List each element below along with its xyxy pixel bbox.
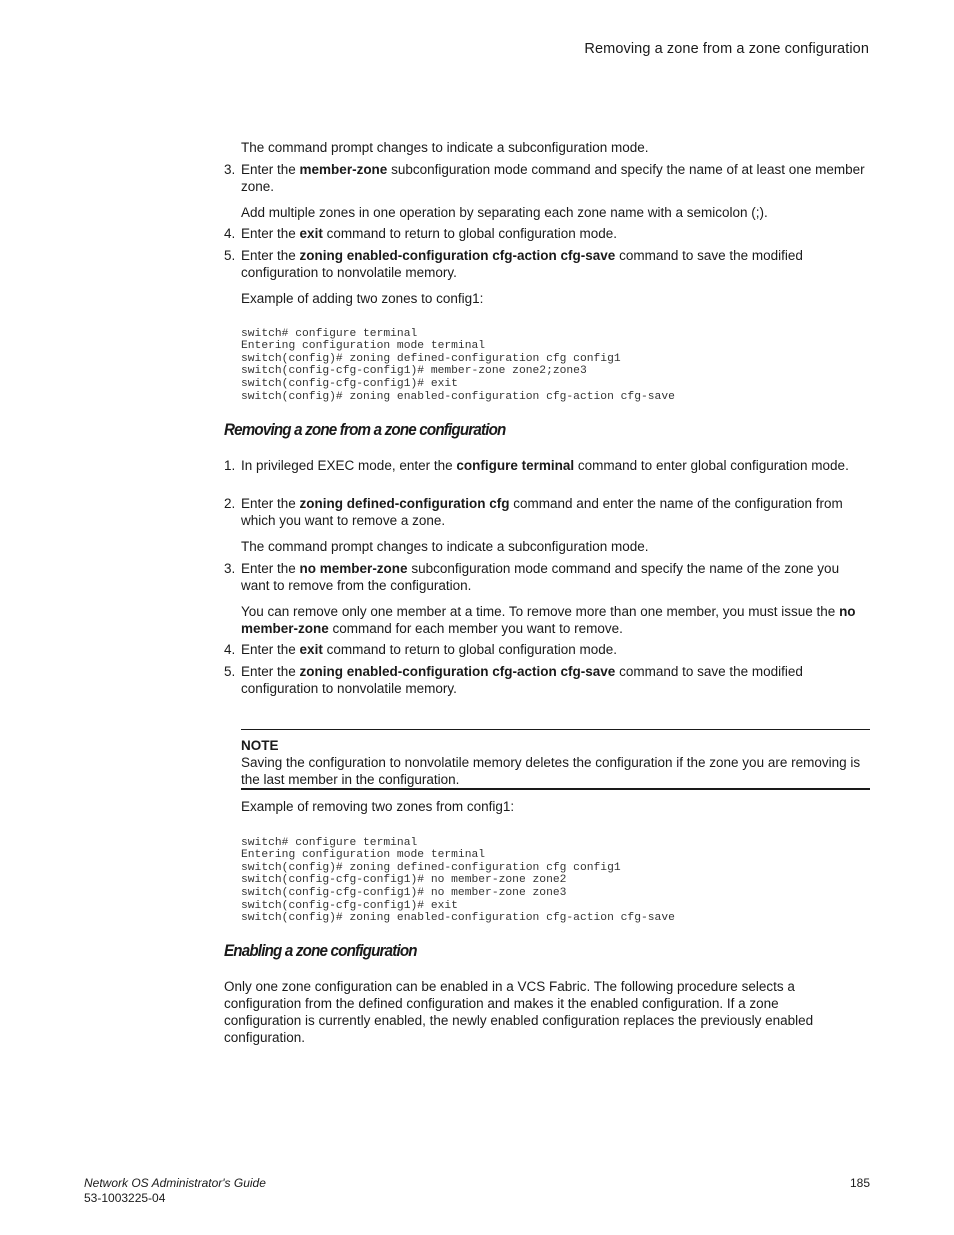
paragraph-enabling-body: Only one zone configuration can be enabled in a VCS Fabric. The following procedure selects a configuration from the defined configuration and makes it the enabled configuration. If a zone configuration is currently enabled, the newly enabled configuration replaces the previously enabled configuration. (224, 979, 814, 1045)
code-line: switch(config)# zoning defined-configuration cfg config1 (241, 861, 621, 874)
footer-doc-number: 53-1003225-04 (84, 1191, 166, 1205)
code-line: switch(config)# zoning enabled-configuration cfg-action cfg-save (241, 390, 675, 403)
code-line: Entering configuration mode terminal (241, 340, 486, 353)
step-3-member-zone: 3. Enter the member-zone subconfiguration mode command and specify the name of at least one member zone. (224, 162, 865, 194)
code-line: switch# configure terminal (241, 327, 418, 340)
code-block-removing (241, 824, 675, 937)
step-4-exit: 4. Enter the exit command to return to global configuration mode. (224, 642, 617, 657)
code-line: switch(config-cfg-config1)# member-zone zone2;zone3 (241, 365, 587, 378)
step-1-configure-terminal: 1. In privileged EXEC mode, enter the configure terminal command to enter global configuration mode. (224, 458, 849, 473)
code-line: switch(config-cfg-config1)# no member-zone zone2 (241, 874, 567, 887)
step-4-exit: 4. Enter the exit command to return to global configuration mode. (224, 226, 617, 241)
note-bottom-rule (241, 788, 870, 790)
paragraph-multiple-zones: Add multiple zones in one operation by separating each zone name with a semicolon (;). (241, 205, 768, 220)
command-name: exit (299, 226, 323, 241)
step-number: 3. (224, 162, 236, 177)
command-name: zoning defined-configuration cfg (299, 496, 510, 511)
note-text: Saving the configuration to nonvolatile memory deletes the configuration if the zone you are removing is the last member in the configuration. (241, 755, 861, 787)
paragraph-example-adding: Example of adding two zones to config1: (241, 291, 484, 306)
code-line: switch(config-cfg-config1)# exit (241, 377, 458, 390)
step-number: 4. (224, 642, 236, 657)
code-line: switch(config)# zoning enabled-configuration cfg-action cfg-save (241, 912, 675, 925)
code-line: Entering configuration mode terminal (241, 849, 486, 862)
code-line: switch(config-cfg-config1)# no member-zone zone3 (241, 886, 567, 899)
step-5-save: 5. Enter the zoning enabled-configuration cfg-action cfg-save command to save the modified configuration to nonvolatile memory. (224, 248, 803, 280)
note-top-rule (241, 729, 870, 730)
paragraph-prompt-changes-2: The command prompt changes to indicate a subconfiguration mode. (241, 539, 649, 554)
step-5-save: 5. Enter the zoning enabled-configuration cfg-action cfg-save command to save the modified configuration to nonvolatile memory. (224, 664, 803, 696)
command-name: configure terminal (456, 458, 575, 473)
command-name: exit (299, 642, 323, 657)
note-label: NOTE (241, 738, 279, 753)
command-name: zoning enabled-configuration cfg-action cfg-save (299, 248, 616, 263)
code-block-adding (241, 315, 675, 416)
step-2-defined-configuration: 2. Enter the zoning defined-configuration cfg command and enter the name of the configuration from which you want to remove a zone. (224, 496, 843, 528)
step-number: 1. (224, 458, 236, 473)
footer-doc-title: Network OS Administrator's Guide (84, 1176, 266, 1190)
paragraph-example-removing: Example of removing two zones from config1: (241, 799, 515, 814)
command-name: no member-zone (299, 561, 408, 576)
step-number: 5. (224, 248, 236, 263)
footer-page-number: 185 (849, 1176, 870, 1190)
section-heading-enabling: Enabling a zone configuration (224, 942, 417, 960)
paragraph-one-member: You can remove only one member at a time. To remove more than one member, you must issue the no member-zone command for each member you want to remove. (241, 604, 856, 636)
code-line: switch(config)# zoning defined-configuration cfg config1 (241, 352, 621, 365)
code-line: switch# configure terminal (241, 836, 418, 849)
step-number: 3. (224, 561, 236, 576)
step-number: 4. (224, 226, 236, 241)
running-header: Removing a zone from a zone configuration (584, 41, 869, 57)
paragraph-prompt-changes: The command prompt changes to indicate a subconfiguration mode. (241, 140, 649, 155)
step-number: 5. (224, 664, 236, 679)
command-name: no member-zone (241, 604, 856, 636)
section-heading-removing: Removing a zone from a zone configuration (224, 421, 506, 439)
command-name: zoning enabled-configuration cfg-action cfg-save (299, 664, 616, 679)
command-name: member-zone (299, 162, 388, 177)
code-line: switch(config-cfg-config1)# exit (241, 899, 458, 912)
step-3-no-member-zone: 3. Enter the no member-zone subconfiguration mode command and specify the name of the zone you want to remove from the configuration. (224, 561, 840, 593)
step-number: 2. (224, 496, 236, 511)
